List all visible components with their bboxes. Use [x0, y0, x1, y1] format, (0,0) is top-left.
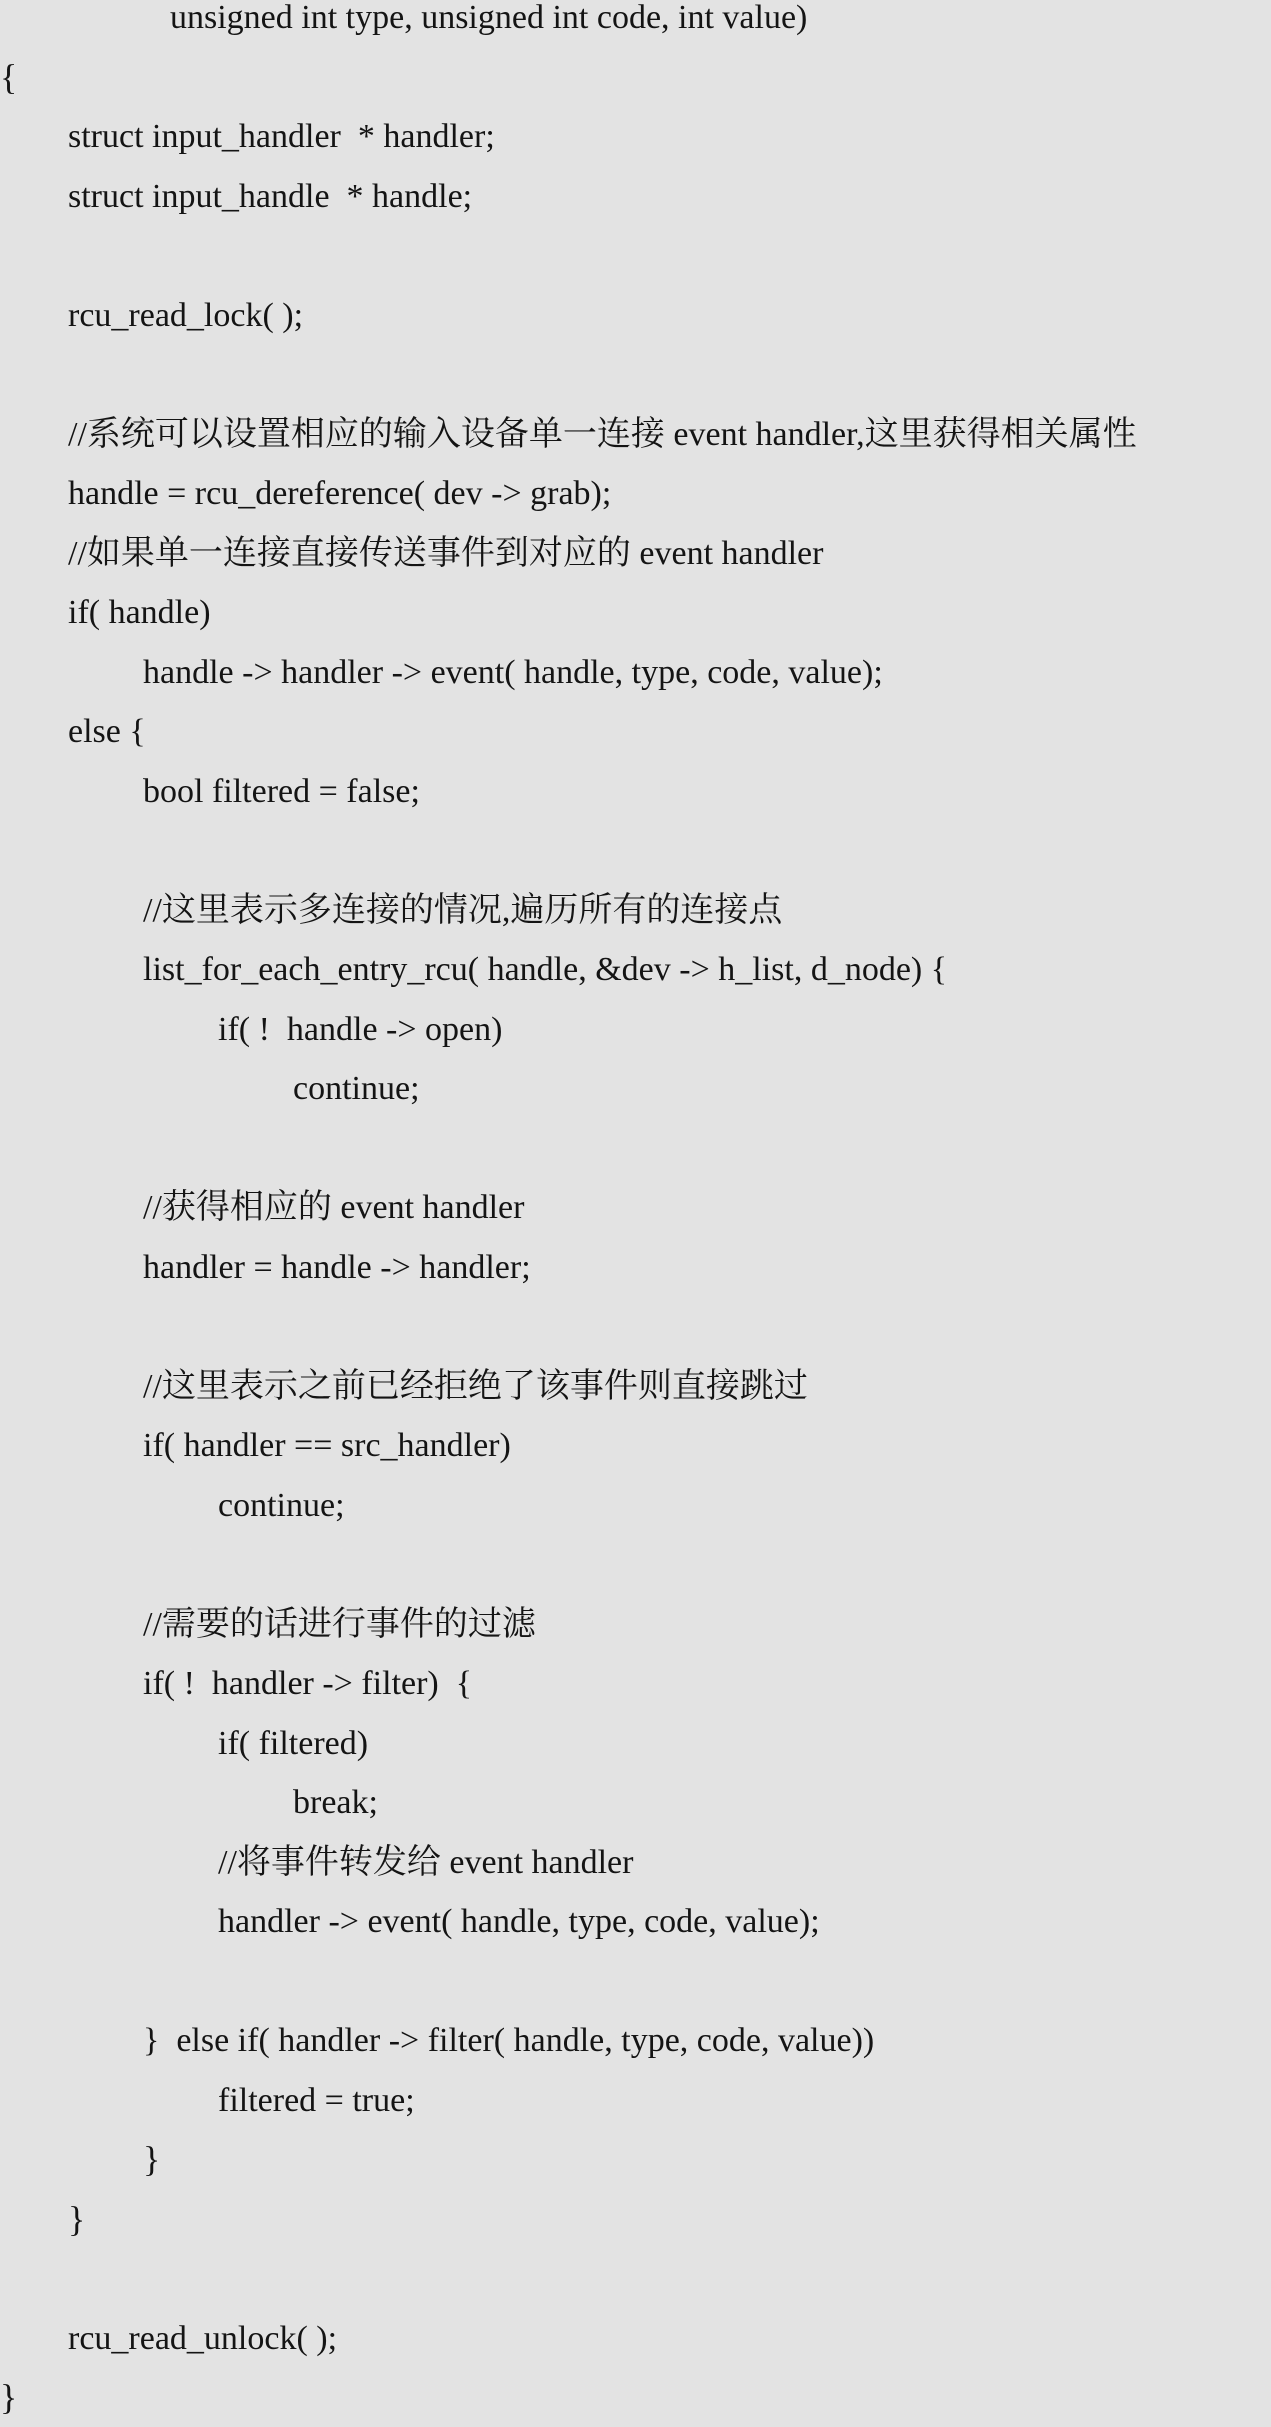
code-line: rcu_read_lock( );: [68, 296, 304, 334]
code-line: list_for_each_entry_rcu( handle, &dev -> h_list, d_node) {: [143, 951, 948, 988]
code-line: handler = handle -> handler;: [143, 1248, 531, 1286]
code-line: handle -> handler -> event( handle, type, code, value);: [143, 653, 883, 691]
code-line: if( ! handler -> filter) {: [143, 1665, 473, 1702]
code-line: rcu_read_unlock( );: [68, 2319, 338, 2357]
code-line: if( handler == src_handler): [143, 1427, 511, 1464]
code-line: bool filtered = false;: [143, 772, 420, 810]
code-line: else {: [68, 713, 146, 750]
code-line: unsigned int type, unsigned int code, int value): [0, 0, 808, 36]
code-line: } else if( handler -> filter( handle, type, code, value)): [143, 2022, 875, 2059]
code-line: }: [0, 2377, 18, 2417]
code-line: //这里表示多连接的情况,遍历所有的连接点: [143, 891, 783, 929]
code-line: //如果单一连接直接传送事件到对应的 event handler: [68, 534, 824, 572]
code-line: }: [68, 2198, 86, 2239]
code-line: {: [0, 56, 18, 97]
code-line: //系统可以设置相应的输入设备单一连接 event handler,这里获得相关属性: [68, 415, 1137, 453]
code-line: if( handle): [68, 594, 211, 631]
code-line: continue;: [218, 1486, 345, 1524]
code-line: break;: [293, 1784, 378, 1821]
code-line: handler -> event( handle, type, code, value);: [218, 1903, 820, 1940]
code-line: //这里表示之前已经拒绝了该事件则直接跳过: [143, 1367, 808, 1405]
code-line: continue;: [293, 1070, 420, 1107]
code-line: handle = rcu_dereference( dev -> grab);: [68, 475, 612, 512]
code-line: //获得相应的 event handler: [143, 1189, 525, 1226]
code-line: if( filtered): [218, 1724, 369, 1762]
code-line: struct input_handle * handle;: [68, 177, 473, 215]
code-line: //需要的话进行事件的过滤: [143, 1605, 536, 1643]
code-line: struct input_handler * handler;: [68, 118, 495, 155]
code-line: //将事件转发给 event handler: [218, 1843, 634, 1881]
code-line: }: [143, 2139, 161, 2179]
code-line: filtered = true;: [218, 2081, 415, 2119]
code-line: if( ! handle -> open): [218, 1010, 503, 1048]
